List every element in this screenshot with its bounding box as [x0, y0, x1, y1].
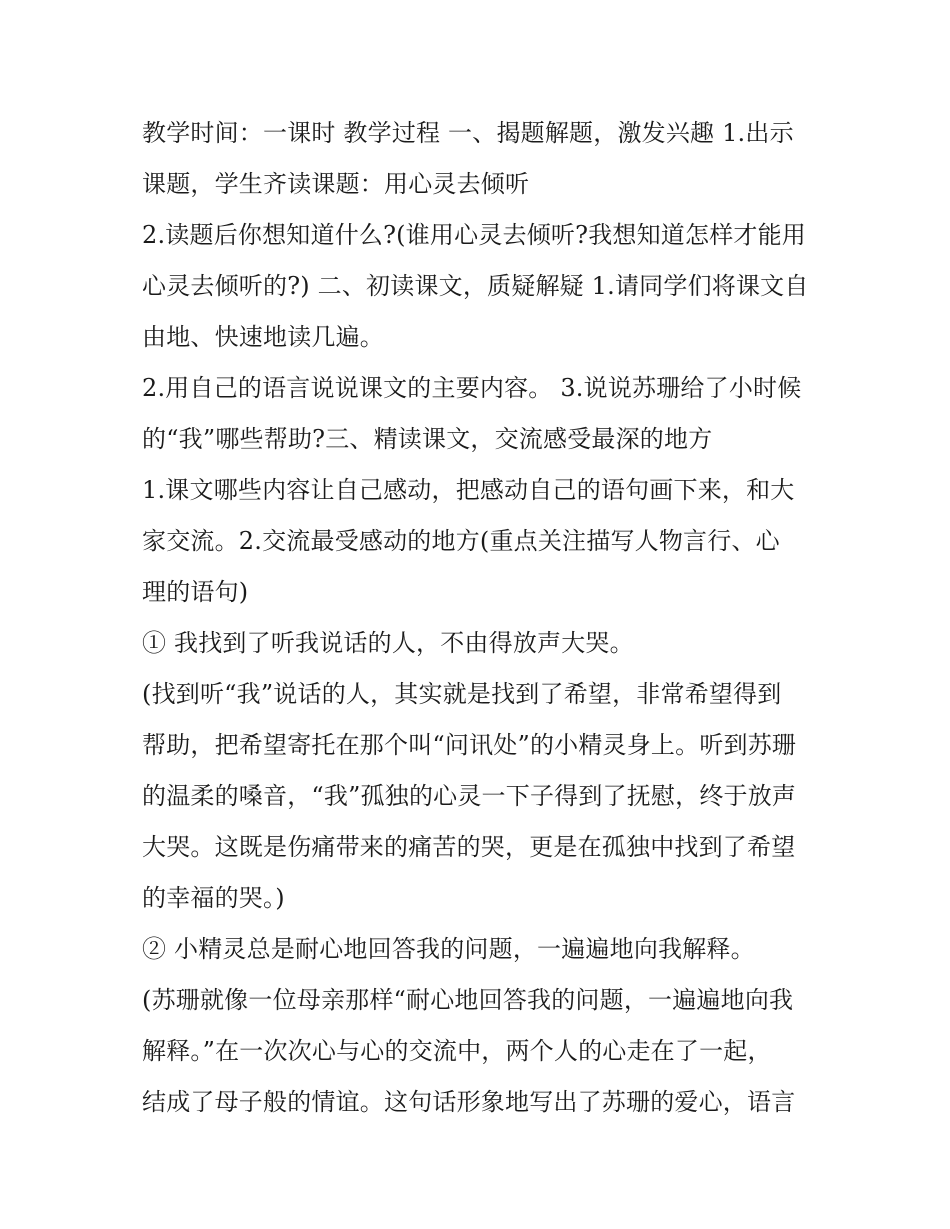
- document-body: [142, 108, 822, 1128]
- text-line: 的幸福的哭。): [142, 884, 285, 912]
- text-line: 大哭。这既是伤痛带来的痛苦的哭，更是在孤独中找到了希望: [142, 833, 796, 861]
- text-line: 课题，学生齐读课题：用心灵去倾听: [142, 170, 530, 198]
- text-line: 教学时间：一课时 教学过程 一、揭题解题，激发兴趣 1.出示: [142, 119, 794, 147]
- text-line: 2.读题后你想知道什么?(谁用心灵去倾听?我想知道怎样才能用: [142, 221, 806, 249]
- text-line: (找到听“我”说话的人，其实就是找到了希望，非常希望得到: [142, 680, 782, 708]
- text-line: 结成了母子般的情谊。这句话形象地写出了苏珊的爱心，语言: [142, 1088, 796, 1116]
- text-line: 解释。”在一次次心与心的交流中，两个人的心走在了一起，: [142, 1037, 772, 1065]
- text-line: 的温柔的嗓音，“我”孤独的心灵一下子得到了抚慰，终于放声: [142, 782, 797, 810]
- text-line: 的“我”哪些帮助?三、精读课文，交流感受最深的地方: [142, 425, 713, 453]
- text-line: 理的语句): [142, 578, 249, 606]
- text-line: ② 小精灵总是耐心地回答我的问题，一遍遍地向我解释。: [142, 935, 755, 963]
- text-line: 1.课文哪些内容让自己感动，把感动自己的语句画下来，和大: [142, 476, 795, 504]
- text-line: 心灵去倾听的?) 二、初读课文，质疑解疑 1.请同学们将课文自: [142, 272, 809, 300]
- text-line: ① 我找到了听我说话的人，不由得放声大哭。: [142, 629, 634, 657]
- text-line: 帮助，把希望寄托在那个叫“问讯处”的小精灵身上。听到苏珊: [142, 731, 797, 759]
- text-line: 2.用自己的语言说说课文的主要内容。 3.说说苏珊给了小时候: [142, 374, 802, 402]
- text-line: 由地、快速地读几遍。: [142, 323, 384, 351]
- text-line: 家交流。2.交流最受感动的地方(重点关注描写人物言行、心: [142, 527, 780, 555]
- text-line: (苏珊就像一位母亲那样“耐心地回答我的问题，一遍遍地向我: [142, 986, 794, 1014]
